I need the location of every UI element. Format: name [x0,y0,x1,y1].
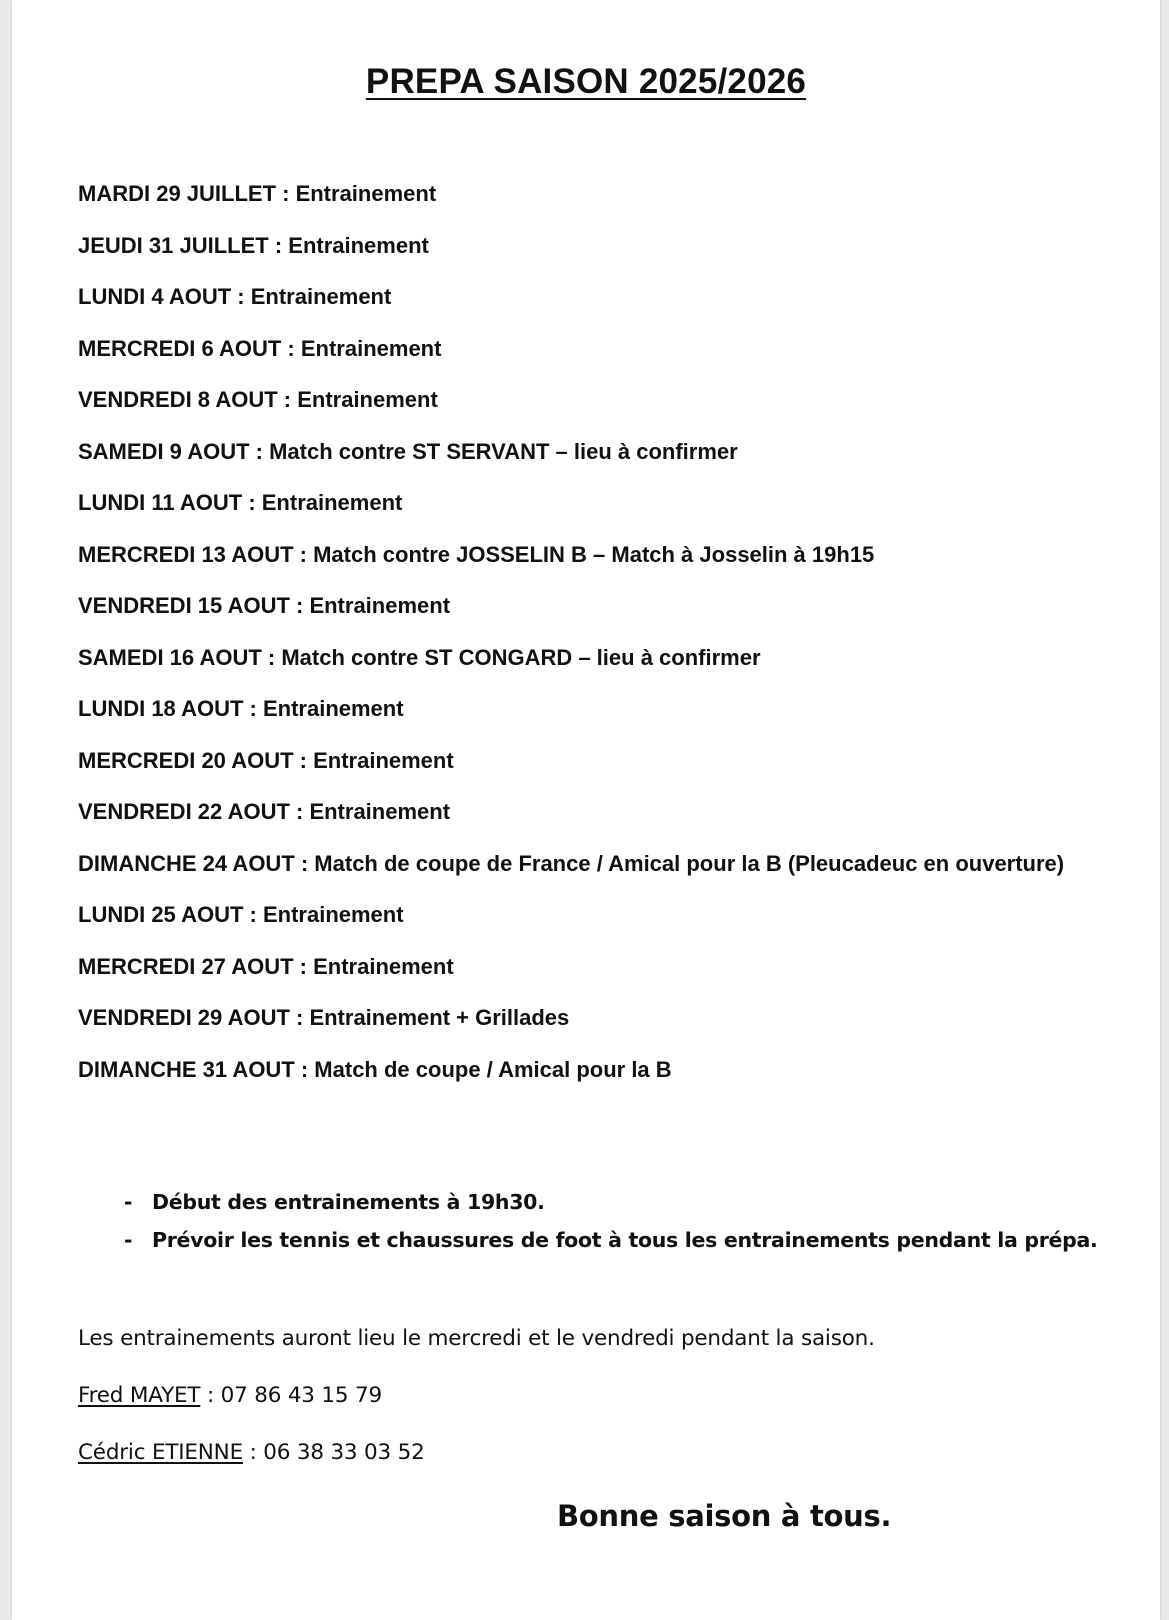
contact-phone: 06 38 33 03 52 [263,1440,425,1465]
contact-separator: : [200,1383,221,1408]
closing-message: Bonne saison à tous. [557,1499,892,1533]
schedule-item: MERCREDI 20 AOUT : Entrainement [78,747,454,773]
schedule-item: VENDREDI 8 AOUT : Entrainement [78,387,438,412]
schedule-item: VENDREDI 15 AOUT : Entrainement [78,593,451,618]
document-page [12,0,1160,1620]
schedule-item: SAMEDI 16 AOUT : Match contre ST CONGARD – lieu à confirmer [78,644,761,670]
page-title-text: PREPA SAISON 2025/2026 [365,62,807,101]
note-text: Début des entrainements à 19h30. [152,1190,545,1214]
note-text: Prévoir les tennis et chaussures de foot à tous les entrainements pendant la prépa. [152,1228,1098,1252]
contact-line [78,1438,1078,1468]
contact-separator: : [242,1440,264,1465]
schedule-item: MERCREDI 27 AOUT : Entrainement [78,953,454,979]
note-item [112,1189,1152,1215]
contact-phone: 07 86 43 15 79 [220,1383,382,1408]
schedule-item: MARDI 29 JUILLET : Entrainement [78,181,437,206]
schedule-item: LUNDI 18 AOUT : Entrainement [78,696,404,721]
contact-name: Cédric ETIENNE [78,1440,243,1465]
note-item [112,1227,1152,1253]
schedule-item: VENDREDI 29 AOUT : Entrainement + Grillades [78,1005,570,1030]
schedule-item: DIMANCHE 31 AOUT : Match de coupe / Amical pour la B [78,1056,672,1082]
schedule-item: JEUDI 31 JUILLET : Entrainement [78,232,429,258]
schedule-item: LUNDI 25 AOUT : Entrainement [78,902,404,927]
season-info: Les entrainements auront lieu le mercredi et le vendredi pendant la saison. [78,1326,875,1351]
notes-list [112,1189,1152,1265]
note-bullet: - [124,1228,133,1252]
schedule-item: LUNDI 4 AOUT : Entrainement [78,284,392,309]
page-title [12,60,1160,104]
schedule-item: LUNDI 11 AOUT : Entrainement [78,490,403,515]
schedule-item: SAMEDI 9 AOUT : Match contre ST SERVANT – lieu à confirmer [78,438,738,464]
schedule-list [78,178,1088,1105]
contact-line [78,1381,1078,1411]
note-bullet: - [124,1190,133,1214]
schedule-item: MERCREDI 13 AOUT : Match contre JOSSELIN B – Match à Josselin à 19h15 [78,541,875,567]
schedule-item: MERCREDI 6 AOUT : Entrainement [78,335,442,361]
contact-name: Fred MAYET [78,1383,201,1408]
schedule-item: DIMANCHE 24 AOUT : Match de coupe de France / Amical pour la B (Pleucadeuc en ouverture) [78,850,1065,876]
schedule-item: VENDREDI 22 AOUT : Entrainement [78,799,451,824]
